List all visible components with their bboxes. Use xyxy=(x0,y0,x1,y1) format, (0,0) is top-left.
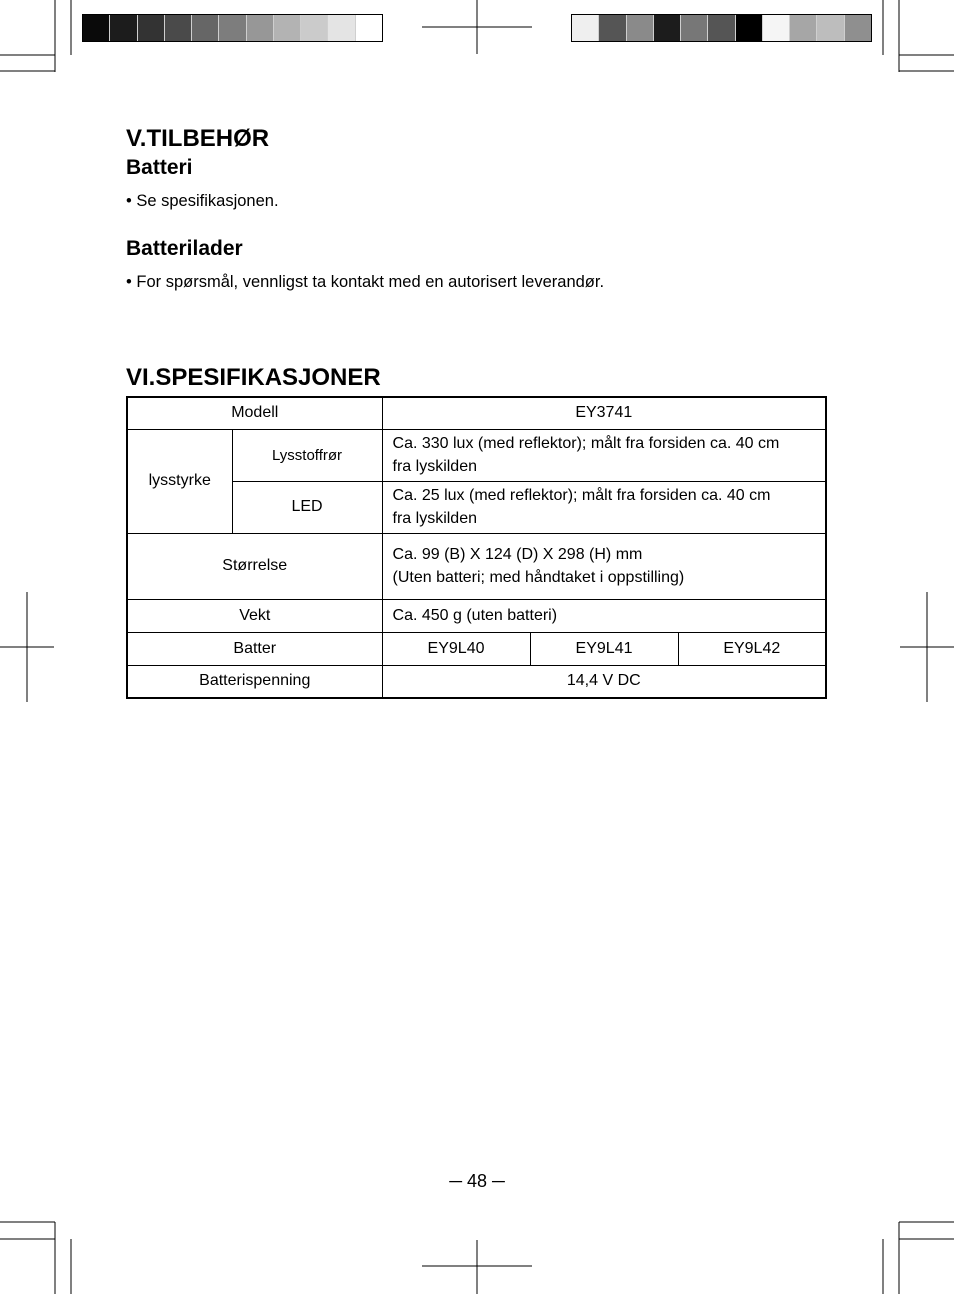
spec-table xyxy=(126,396,827,699)
color-swatch xyxy=(844,15,871,41)
table-row xyxy=(127,397,826,429)
size-value xyxy=(382,533,826,599)
battery-model-2: EY9L41 xyxy=(530,632,678,665)
light-label: lysstyrke xyxy=(127,429,232,533)
fluor-line-1: Ca. 330 lux (med reflektor); målt fra forsiden ca. 40 cm xyxy=(392,435,780,452)
color-swatch xyxy=(816,15,843,41)
color-swatch xyxy=(707,15,734,41)
color-swatch xyxy=(355,15,382,41)
color-swatch xyxy=(137,15,164,41)
size-label: Størrelse xyxy=(127,533,382,599)
color-swatch xyxy=(218,15,245,41)
table-row xyxy=(127,481,826,533)
charger-bullet: • For spørsmål, vennligst ta kontakt med en autorisert leverandør. xyxy=(126,273,605,291)
weight-value: Ca. 450 g (uten batteri) xyxy=(382,599,826,632)
color-swatch xyxy=(789,15,816,41)
led-label: LED xyxy=(232,481,382,533)
size-line-1: Ca. 99 (B) X 124 (D) X 298 (H) mm xyxy=(392,546,643,563)
page-number: ─ 48 ─ xyxy=(449,1171,505,1191)
color-bar-left xyxy=(82,14,383,42)
color-swatch xyxy=(327,15,354,41)
color-swatch xyxy=(109,15,136,41)
battery-model-1: EY9L40 xyxy=(382,632,530,665)
size-line-2: (Uten batteri; med håndtaket i oppstilling) xyxy=(392,569,685,586)
section-v-title: V.TILBEHØR xyxy=(126,125,270,152)
model-label: Modell xyxy=(127,397,382,429)
color-bar-right xyxy=(571,14,872,42)
color-swatch xyxy=(735,15,762,41)
color-swatch xyxy=(598,15,625,41)
charger-heading: Batterilader xyxy=(126,237,243,260)
color-swatch xyxy=(653,15,680,41)
table-row xyxy=(127,665,826,698)
color-swatch xyxy=(191,15,218,41)
battery-model-label: Batter xyxy=(127,632,382,665)
color-swatch xyxy=(164,15,191,41)
battery-heading: Batteri xyxy=(126,156,193,179)
battery-bullet: • Se spesifikasjonen. xyxy=(126,192,279,210)
voltage-label: Batterispenning xyxy=(127,665,382,698)
led-line-2: fra lyskilden xyxy=(392,510,477,527)
fluor-label: Lysstoffrør xyxy=(232,429,382,481)
table-row xyxy=(127,599,826,632)
led-line-1: Ca. 25 lux (med reflektor); målt fra forsiden ca. 40 cm xyxy=(392,487,771,504)
color-swatch xyxy=(572,15,598,41)
table-row xyxy=(127,632,826,665)
battery-model-3: EY9L42 xyxy=(678,632,826,665)
fluor-value xyxy=(382,429,826,481)
color-swatch xyxy=(300,15,327,41)
table-row xyxy=(127,429,826,481)
section-vi-title: VI.SPESIFIKASJONER xyxy=(126,364,381,391)
color-swatch xyxy=(626,15,653,41)
color-swatch xyxy=(762,15,789,41)
color-swatch xyxy=(83,15,109,41)
color-swatch xyxy=(273,15,300,41)
model-value: EY3741 xyxy=(382,397,826,429)
color-swatch xyxy=(680,15,707,41)
led-value xyxy=(382,481,826,533)
fluor-line-2: fra lyskilden xyxy=(392,458,477,475)
voltage-value: 14,4 V DC xyxy=(382,665,826,698)
color-swatch xyxy=(246,15,273,41)
table-row xyxy=(127,533,826,599)
weight-label: Vekt xyxy=(127,599,382,632)
